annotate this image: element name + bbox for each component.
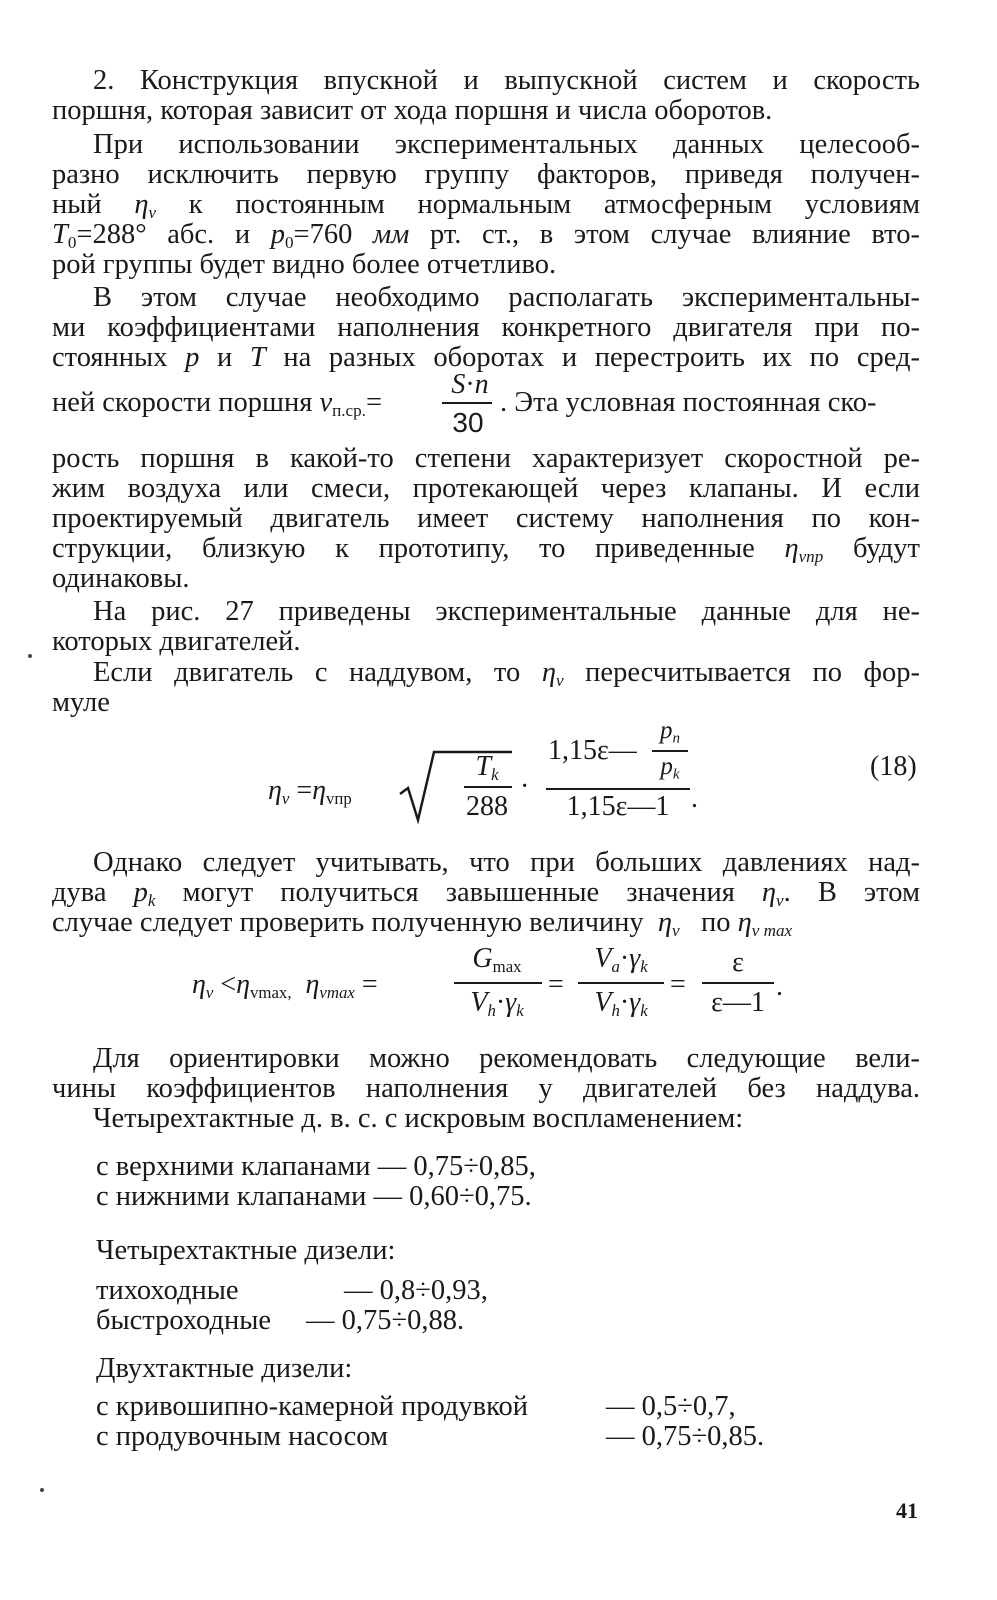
formula-period: . (776, 971, 783, 1002)
text-line: Для ориентировки можно рекомендовать следующие вели- (93, 1043, 920, 1074)
vh-den-2: $V_h\cdot\gamma_k$ (594, 987, 648, 1021)
eq-sign: = (548, 969, 564, 1000)
eq-sign: = (670, 969, 686, 1000)
text-line: поршня, которая зависит от хода поршня и числа оборотов. (52, 95, 773, 126)
list-item: с нижними клапанами — 0,60÷0,75. (96, 1181, 532, 1212)
section-heading: Двухтактные дизели: (96, 1353, 353, 1384)
list-item: с кривошипно-камерной продувкой — 0,5÷0,7, (96, 1391, 736, 1422)
vh-den-1: $V_h\cdot\gamma_k$ (470, 987, 524, 1021)
fraction-denominator: 30 (452, 407, 484, 438)
fraction-bar (464, 786, 512, 788)
pn-num: $p_n$ (660, 717, 680, 747)
text-line: струкции, близкую к прототипу, то приведенные $\eta_{vпр}$ будут (52, 533, 921, 567)
fraction-numerator: S·n (451, 369, 489, 400)
text-line: $T_0=288^\circ$ абс. и $p_0=760$ мм рт. ст., в этом случае влияние вто- (52, 219, 920, 253)
main-numerator: 1,15ε— (548, 735, 637, 766)
text-line: При использовании экспериментальных данных целесооб- (93, 129, 920, 160)
text-line: рой группы будет видно более отчетливо. (52, 249, 557, 280)
text-line: Однако следует учитывать, что при больших давлениях над- (93, 847, 920, 878)
text-line: Если двигатель с наддувом, то $\eta_v$ пересчитывается по фор- (93, 657, 921, 691)
text-line: ный $\eta_v$ к постоянным нормальным атмосферным условиям (52, 189, 920, 223)
va-num: $V_a\cdot\gamma_k$ (594, 943, 648, 977)
text-line: проектируемый двигатель имеет систему наполнения по кон- (52, 503, 920, 534)
scan-speck (40, 1488, 44, 1492)
main-fraction-bar (546, 788, 690, 790)
sqrt-denominator: 288 (466, 791, 508, 822)
text-line: рость поршня в какой-то степени характеризует скоростной ре- (52, 443, 920, 474)
text-line: . Эта условная постоянная ско- (500, 387, 877, 418)
page-number: 41 (896, 1498, 918, 1523)
list-item: с верхними клапанами — 0,75÷0,85, (96, 1151, 536, 1182)
fraction-bar (578, 982, 664, 984)
text-line: стоянных p и T на разных оборотах и перестроить их по сред- (52, 342, 920, 373)
list-item: с продувочным насосом — 0,75÷0,85. (96, 1421, 765, 1452)
text-line: случае следует проверить полученную величину $\eta_v$ по $\eta_{v max}$ (52, 907, 793, 941)
main-denominator: 1,15ε—1 (566, 791, 670, 822)
text-line: дува $p_k$ могут получиться завышенные значения $\eta_v$. В этом (52, 877, 920, 911)
text-line: 2. Конструкция впускной и выпускной систем и скорость (93, 65, 920, 96)
text-line: одинаковы. (52, 563, 190, 594)
list-item: быстроходные — 0,75÷0,88. (96, 1305, 465, 1336)
text-line: разно исключить первую группу факторов, приведя получен- (52, 159, 920, 190)
formula-period: . (691, 783, 698, 814)
section-heading: Четырехтактные дизели: (96, 1235, 396, 1266)
eps-den: ε—1 (711, 987, 765, 1018)
text-line: В этом случае необходимо располагать экспериментальны- (93, 282, 920, 313)
text-line: На рис. 27 приведены экспериментальные данные для не- (93, 596, 920, 627)
text-line: Четырехтактные д. в. с. с искровым воспламенением: (93, 1103, 744, 1134)
list-item: тихоходные — 0,8÷0,93, (96, 1275, 488, 1306)
text-line: ней скорости поршня $v_{п.ср.}=$ (52, 387, 383, 421)
multiply-dot: · (520, 771, 530, 802)
equation-number: (18) (870, 751, 917, 782)
text-line: которых двигателей. (52, 626, 301, 657)
eps-num: ε (732, 947, 744, 978)
text-line: ми коэффициентами наполнения конкретного двигателя при по- (52, 312, 920, 343)
sqrt-numerator: $T_k$ (475, 751, 499, 785)
fraction-bar (454, 982, 542, 984)
pk-den: $p_k$ (660, 753, 680, 783)
scan-speck (28, 654, 32, 658)
formula-lhs: $\eta_v =\eta_{vпр}$ (268, 775, 352, 809)
max-lhs: $\eta_v <\eta_{vmax,}$ $\eta_{vmax}$ = (192, 969, 378, 1003)
fraction-bar (442, 402, 492, 404)
fraction-bar (702, 982, 774, 984)
text-line: чины коэффициентов наполнения у двигателей без наддува. (52, 1073, 920, 1104)
text-line: жим воздуха или смеси, протекающей через клапаны. И если (52, 473, 920, 504)
text-line: муле (52, 687, 110, 718)
gmax-num: $G_{max}$ (472, 943, 522, 977)
